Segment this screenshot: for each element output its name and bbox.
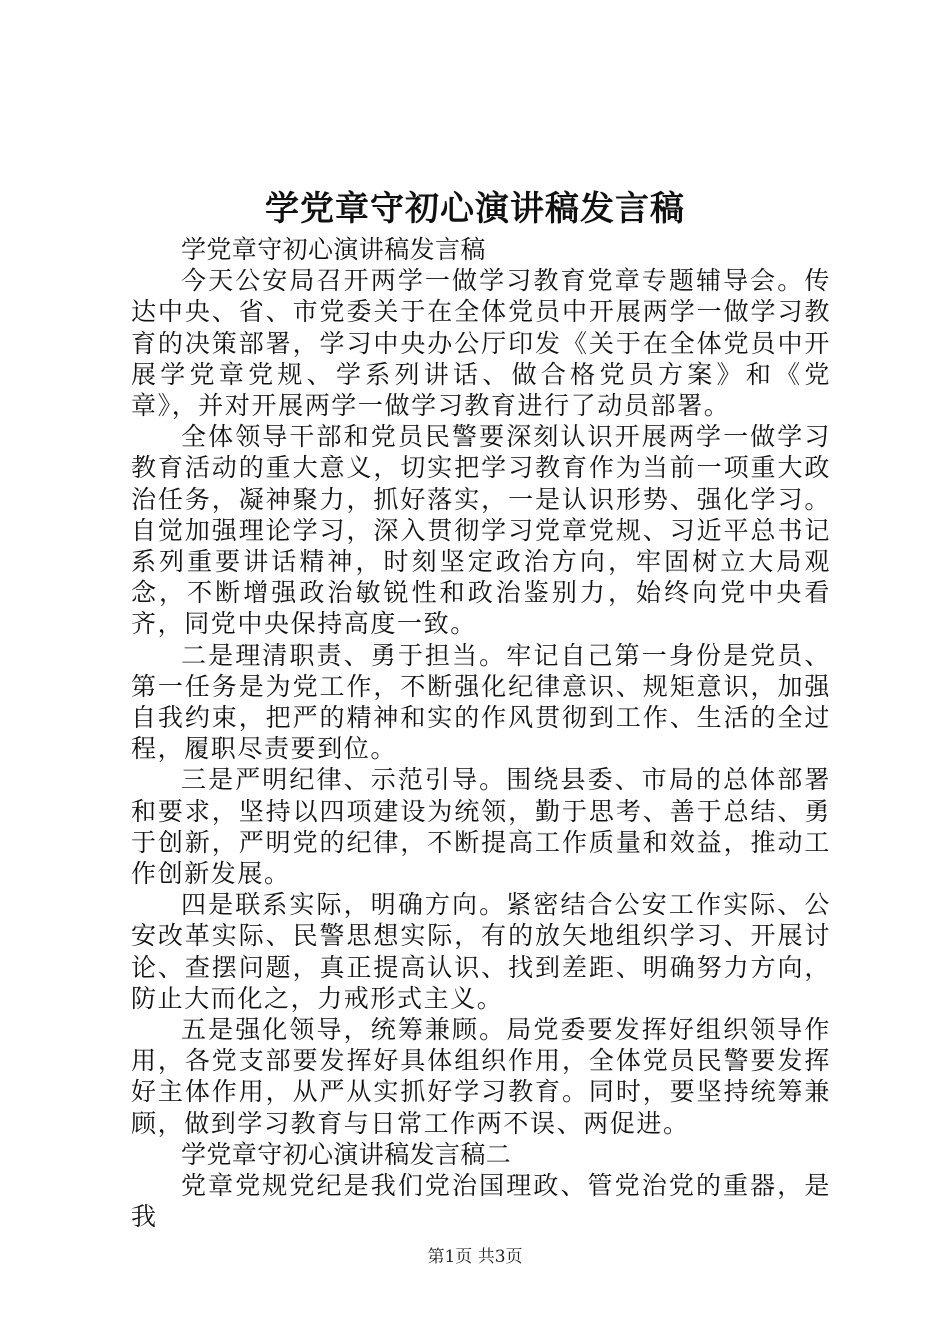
page-footer: 第1页 共3页 xyxy=(427,1247,523,1267)
document-body xyxy=(131,234,831,1233)
document-title: 学党章守初心演讲稿发言稿 xyxy=(265,189,685,229)
paragraph-point-five: 五是强化领导，统筹兼顾。局党委要发挥好组织领导作用，各党支部要发挥好具体组织作用，全体党员民警要发挥好主体作用，从严从实抓好学习教育。同时，要坚持统筹兼顾，做到学习教育与日常工作两不误、两促进。 xyxy=(131,1015,831,1138)
paragraph-point-two: 二是理清职责、勇于担当。牢记自己第一身份是党员、第一任务是为党工作，不断强化纪律意识、规矩意识，加强自我约束，把严的精神和实的作风贯彻到工作、生活的全过程，履职尽责要到位。 xyxy=(131,640,831,764)
paragraph-point-three: 三是严明纪律、示范引导。围绕县委、市局的总体部署和要求，坚持以四项建设为统领，勤于思考、善于总结、勇于创新，严明党的纪律，不断提高工作质量和效益，推动工作创新发展。 xyxy=(131,765,831,889)
paragraph-point-one: 全体领导干部和党员民警要深刻认识开展两学一做学习教育活动的重大意义，切实把学习教育作为当前一项重大政治任务，凝神聚力，抓好落实，一是认识形势、强化学习。自觉加强理论学习，深入贯彻学习党章党规、习近平总书记系列重要讲话精神，时刻坚定政治方向，牢固树立大局观念，不断增强政治敏锐性和政治鉴别力，始终向党中央看齐，同党中央保持高度一致。 xyxy=(131,422,831,639)
paragraph-section-two-start: 党章党规党纪是我们党治国理政、管党治党的重器，是我 xyxy=(131,1171,831,1232)
paragraph-section-two-heading: 学党章守初心演讲稿发言稿二 xyxy=(181,1139,512,1169)
paragraph-intro: 今天公安局召开两学一做学习教育党章专题辅导会。传达中央、省、市党委关于在全体党员中开展两学一做学习教育的决策部署，学习中央办公厅印发《关于在全体党员中开展学党章党规、学系列讲话、做合格党员方案》和《党章》，并对开展两学一做学习教育进行了动员部署。 xyxy=(131,266,831,421)
paragraph-subtitle: 学党章守初心演讲稿发言稿 xyxy=(181,235,486,264)
paragraph-point-four: 四是联系实际，明确方向。紧密结合公安工作实际、公安改革实际、民警思想实际，有的放矢地组织学习、开展讨论、查摆问题，真正提高认识、找到差距、明确努力方向，防止大而化之，力戒形式主义。 xyxy=(131,890,831,1013)
